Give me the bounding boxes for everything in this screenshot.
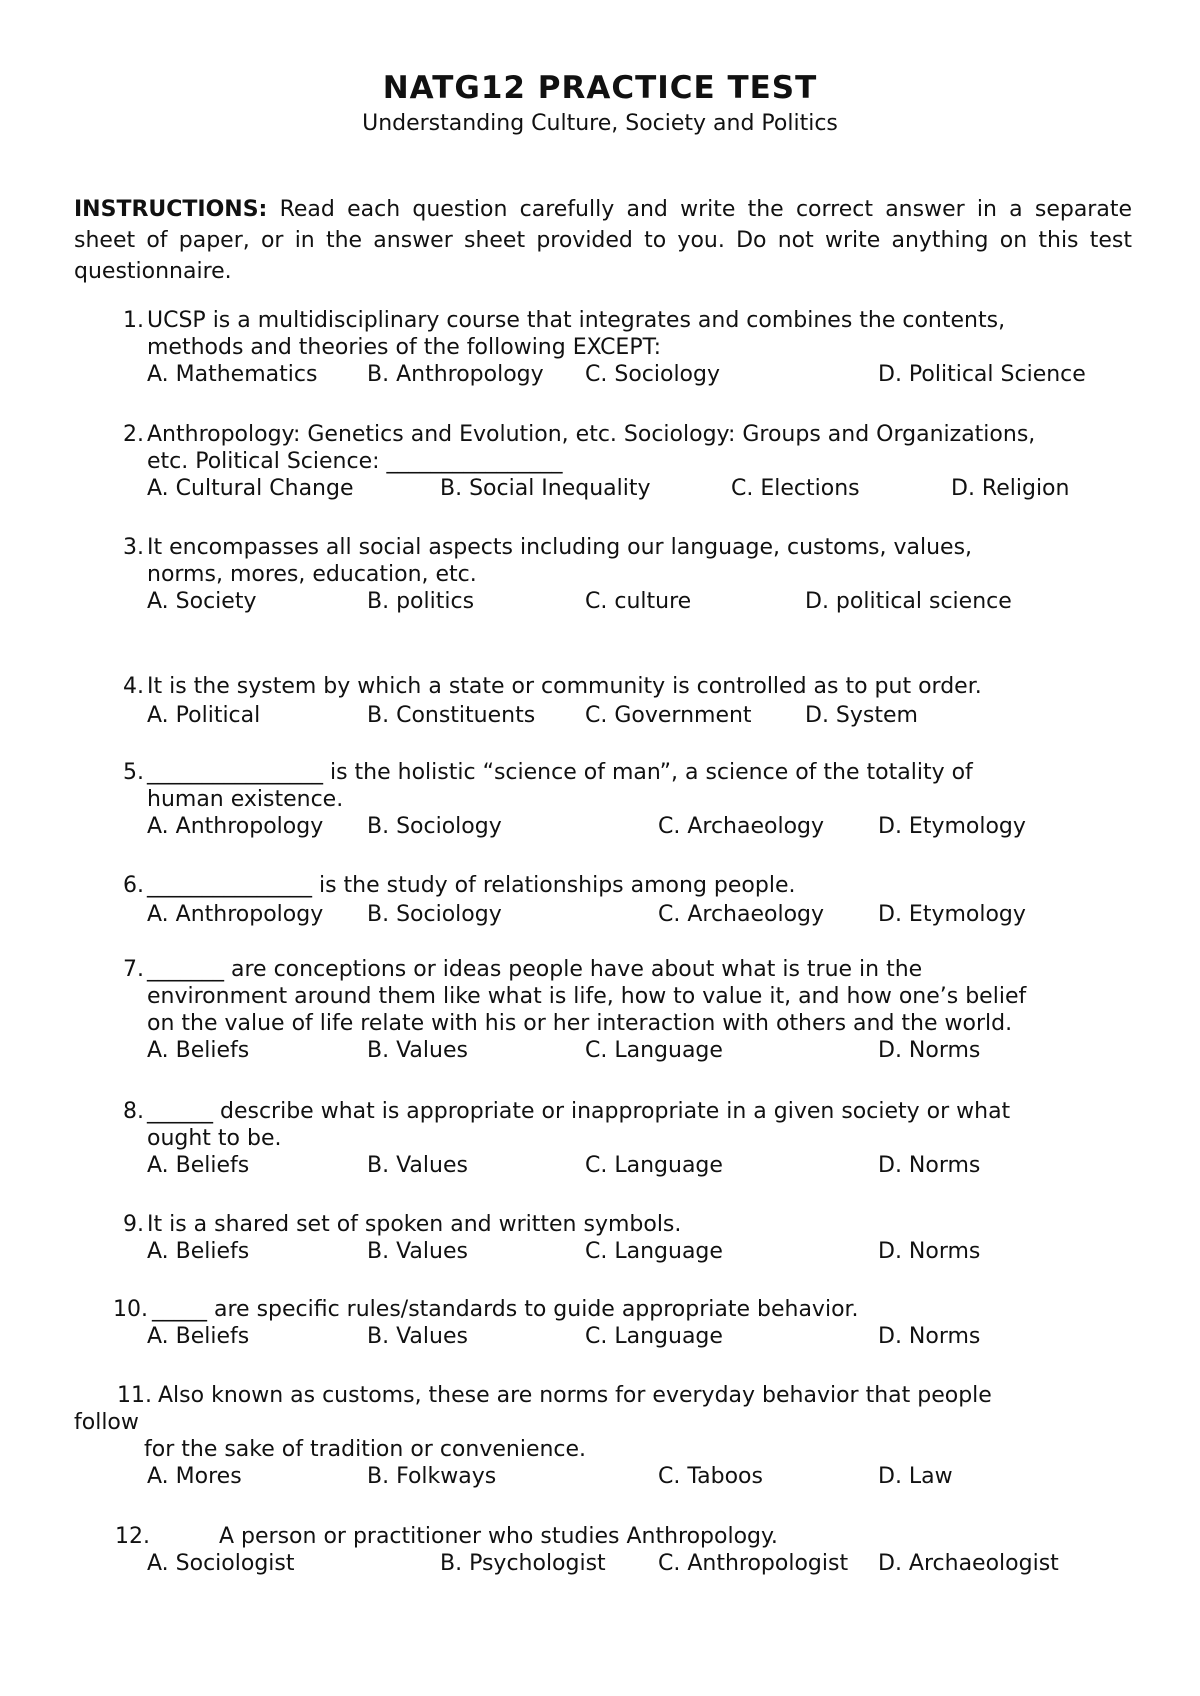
- answer-choice-d: D. Etymology: [878, 814, 1026, 839]
- question-number: 11.: [117, 1383, 152, 1408]
- answer-choice-c: C. Elections: [731, 476, 860, 501]
- answer-choice-b: B. Sociology: [367, 814, 502, 839]
- answer-choice-d: D. Norms: [878, 1324, 981, 1349]
- question-text-line: on the value of life relate with his or her interaction with others and the world.: [147, 1011, 1013, 1036]
- instructions-paragraph: [74, 194, 1132, 287]
- answer-choice-b: B. Values: [367, 1038, 468, 1063]
- question-number: 4.: [123, 674, 144, 699]
- question-number: 10.: [113, 1297, 148, 1322]
- question-text-line: for the sake of tradition or convenience.: [144, 1437, 587, 1462]
- answer-choice-d: D. Law: [878, 1464, 953, 1489]
- answer-choice-c: C. Archaeology: [658, 902, 825, 927]
- question-text-line: human existence.: [147, 787, 344, 812]
- question-number: 8.: [123, 1099, 144, 1124]
- question-text-line: It is the system by which a state or community is controlled as to put order.: [147, 674, 982, 699]
- answer-choice-b: B. Psychologist: [440, 1551, 606, 1576]
- answer-choice-a: A. Beliefs: [147, 1038, 250, 1063]
- answer-choice-d: D. Norms: [878, 1239, 981, 1264]
- question-text-line: norms, mores, education, etc.: [147, 562, 477, 587]
- answer-choice-c: C. Language: [585, 1153, 723, 1178]
- answer-choice-d: D. Political Science: [878, 362, 1086, 387]
- answer-choice-c: C. Anthropologist: [658, 1551, 849, 1576]
- question-text-line: A person or practitioner who studies Anthropology.: [219, 1524, 778, 1549]
- answer-choice-a: A. Society: [147, 589, 257, 614]
- question-text-line: Anthropology: Genetics and Evolution, etc. Sociology: Groups and Organizations,: [147, 422, 1036, 447]
- question-number: 9.: [123, 1212, 144, 1237]
- question-number: 7.: [123, 957, 144, 982]
- question-text-line: Also known as customs, these are norms for everyday behavior that people: [158, 1383, 992, 1408]
- answer-choice-d: D. political science: [805, 589, 1012, 614]
- answer-choice-b: B. Social Inequality: [440, 476, 651, 501]
- answer-choice-a: A. Political: [147, 703, 261, 728]
- answer-choice-a: A. Sociologist: [147, 1551, 295, 1576]
- question-number: 12.: [115, 1524, 150, 1549]
- question-number: 1.: [123, 308, 144, 333]
- question-text-line: environment around them like what is life, how to value it, and how one’s belief: [147, 984, 1027, 1009]
- question-number: 5.: [123, 760, 144, 785]
- question-text-line: It is a shared set of spoken and written symbols.: [147, 1212, 682, 1237]
- answer-choice-c: C. Language: [585, 1324, 723, 1349]
- answer-choice-a: A. Anthropology: [147, 902, 324, 927]
- answer-choice-a: A. Anthropology: [147, 814, 324, 839]
- answer-choice-c: C. Sociology: [585, 362, 720, 387]
- answer-choice-d: D. Norms: [878, 1153, 981, 1178]
- question-text-line: ______ describe what is appropriate or inappropriate in a given society or what: [147, 1099, 1011, 1124]
- question-text-line: methods and theories of the following EXCEPT:: [147, 335, 662, 360]
- answer-choice-b: B. Folkways: [367, 1464, 497, 1489]
- question-text-line: _____ are specific rules/standards to guide appropriate behavior.: [152, 1297, 859, 1322]
- instructions-text: Read each question carefully and write the correct answer in a separate sheet of paper, or in the answer sheet provided to you. Do not write anything on this test questionnaire.: [74, 197, 1132, 284]
- question-text-line: follow: [74, 1410, 139, 1435]
- question-text-line: UCSP is a multidisciplinary course that integrates and combines the contents,: [147, 308, 1006, 333]
- page-subtitle: Understanding Culture, Society and Politics: [362, 111, 838, 136]
- answer-choice-c: C. Archaeology: [658, 814, 825, 839]
- answer-choice-d: D. Norms: [878, 1038, 981, 1063]
- page-title: NATG12 PRACTICE TEST: [382, 70, 818, 106]
- question-number: 3.: [123, 535, 144, 560]
- answer-choice-d: D. Etymology: [878, 902, 1026, 927]
- answer-choice-d: D. Archaeologist: [878, 1551, 1059, 1576]
- answer-choice-a: A. Cultural Change: [147, 476, 354, 501]
- question-text-line: ________________ is the holistic “science of man”, a science of the totality of: [147, 760, 973, 785]
- answer-choice-b: B. Values: [367, 1239, 468, 1264]
- question-text-line: It encompasses all social aspects including our language, customs, values,: [147, 535, 973, 560]
- question-text-line: _______________ is the study of relationships among people.: [147, 873, 796, 898]
- question-text-line: _______ are conceptions or ideas people have about what is true in the: [147, 957, 923, 982]
- answer-choice-b: B. politics: [367, 589, 475, 614]
- answer-choice-a: A. Beliefs: [147, 1239, 250, 1264]
- answer-choice-b: B. Values: [367, 1153, 468, 1178]
- answer-choice-a: A. Beliefs: [147, 1153, 250, 1178]
- answer-choice-a: A. Mathematics: [147, 362, 318, 387]
- answer-choice-d: D. System: [805, 703, 918, 728]
- question-number: 6.: [123, 873, 144, 898]
- question-text-line: etc. Political Science: ________________: [147, 449, 563, 474]
- instructions-label: INSTRUCTIONS:: [74, 197, 268, 222]
- question-text-line: ought to be.: [147, 1126, 282, 1151]
- answer-choice-c: C. culture: [585, 589, 692, 614]
- answer-choice-a: A. Beliefs: [147, 1324, 250, 1349]
- answer-choice-c: C. Language: [585, 1038, 723, 1063]
- answer-choice-c: C. Taboos: [658, 1464, 763, 1489]
- answer-choice-c: C. Language: [585, 1239, 723, 1264]
- answer-choice-b: B. Sociology: [367, 902, 502, 927]
- answer-choice-a: A. Mores: [147, 1464, 242, 1489]
- answer-choice-b: B. Values: [367, 1324, 468, 1349]
- answer-choice-b: B. Anthropology: [367, 362, 544, 387]
- answer-choice-d: D. Religion: [951, 476, 1070, 501]
- question-number: 2.: [123, 422, 144, 447]
- answer-choice-c: C. Government: [585, 703, 752, 728]
- answer-choice-b: B. Constituents: [367, 703, 536, 728]
